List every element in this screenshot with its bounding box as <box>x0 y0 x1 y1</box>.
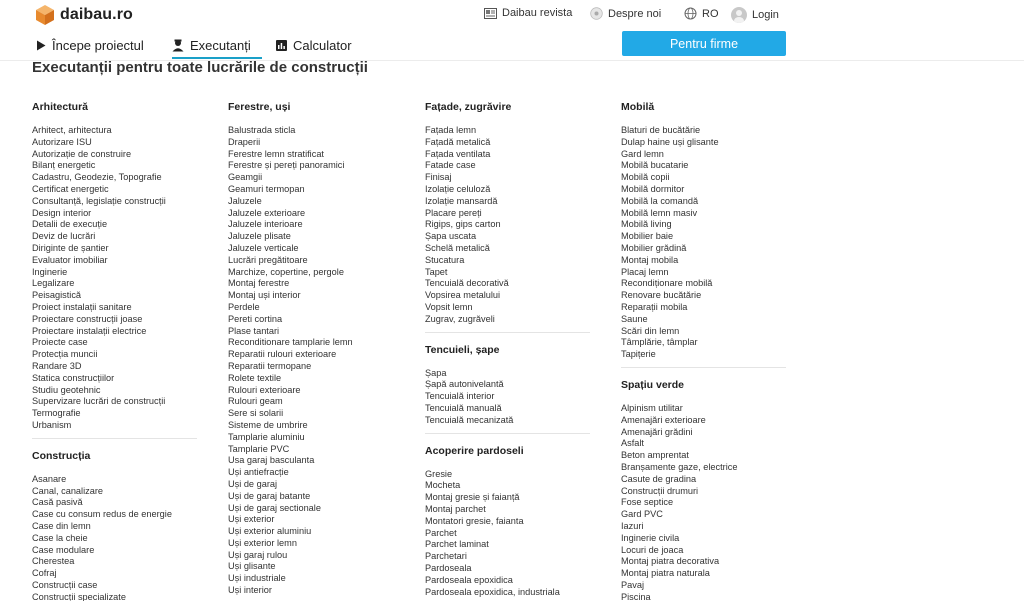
category-link[interactable]: Scări din lemn <box>621 325 680 336</box>
category-link[interactable]: Vopsirea metalului <box>425 290 501 301</box>
play-icon <box>36 40 46 51</box>
login-link[interactable] <box>731 7 779 23</box>
category-link[interactable]: Construcții case <box>32 579 98 590</box>
category-link[interactable]: Proiect instalații sanitare <box>32 301 132 312</box>
logo[interactable] <box>34 4 133 26</box>
category-link[interactable]: Construcții drumuri <box>621 485 699 496</box>
category-link-list <box>32 474 197 601</box>
magazine-icon <box>484 8 497 19</box>
category-link[interactable]: Parchetari <box>425 551 467 562</box>
category-link[interactable]: Șapa <box>425 367 447 378</box>
category-link[interactable]: Uși glisante <box>228 561 276 572</box>
category-link[interactable]: Montaj ferestre <box>228 278 290 289</box>
language-label: RO <box>702 7 719 20</box>
category-link[interactable]: Piscina <box>621 591 651 601</box>
category-link[interactable]: Șapă autonivelantă <box>425 379 504 390</box>
category-link[interactable]: Termografie <box>32 408 81 419</box>
category-link[interactable]: Evaluator imobiliar <box>32 254 108 265</box>
category-link[interactable]: Studiu geotehnic <box>32 384 101 395</box>
category-link[interactable]: Izolație celuloză <box>425 183 491 194</box>
category-link[interactable]: Statica construcțiilor <box>32 372 115 383</box>
nav-despre-label: Despre noi <box>608 7 662 20</box>
category-link[interactable]: Locuri de joaca <box>621 544 684 555</box>
category-link[interactable]: Case modulare <box>32 544 95 555</box>
category-group <box>621 378 786 601</box>
category-link[interactable]: Uși de garaj sectionale <box>228 502 321 513</box>
category-divider <box>425 433 590 434</box>
category-column <box>228 100 393 601</box>
category-link[interactable]: Certificat energetic <box>32 183 109 194</box>
category-title: Arhitectură <box>32 101 89 113</box>
category-group <box>32 100 197 439</box>
category-link[interactable]: Proiectare instalații electrice <box>32 325 147 336</box>
category-link[interactable]: Arhitect, arhitectura <box>32 125 112 135</box>
category-title: Construcția <box>32 449 91 462</box>
category-link[interactable]: Mobilă copii <box>621 172 670 183</box>
avatar-icon <box>731 7 747 23</box>
category-link[interactable]: Case din lemn <box>32 520 91 531</box>
tab-executanti[interactable] <box>172 38 251 53</box>
category-group <box>425 343 590 434</box>
category-link[interactable]: Marchize, copertine, pergole <box>228 266 344 277</box>
category-title: Mobilă <box>621 101 655 113</box>
category-link[interactable]: Reparatii termopane <box>228 360 312 371</box>
category-link[interactable]: Mobilă lemn masiv <box>621 207 698 218</box>
category-link[interactable]: Deviz de lucrări <box>32 231 96 242</box>
category-link[interactable]: Schelă metalică <box>425 242 490 253</box>
category-link[interactable]: Mobilă la comandă <box>621 195 699 206</box>
category-link[interactable]: Pereti cortina <box>228 313 283 324</box>
category-link[interactable]: Autorizație de construire <box>32 148 132 159</box>
tab-calculator[interactable] <box>276 38 352 53</box>
category-title: Ferestre, uși <box>228 101 291 113</box>
category-link[interactable]: Fațada ventilata <box>425 148 491 159</box>
category-link[interactable]: Montaj piatra decorativa <box>621 556 720 567</box>
category-group <box>228 100 393 597</box>
category-link[interactable]: Jaluzele <box>228 195 262 206</box>
category-title: Tencuieli, șape <box>425 343 500 356</box>
category-link[interactable]: Uși interior <box>228 585 272 596</box>
category-link[interactable]: Cherestea <box>32 556 75 567</box>
category-link[interactable]: Tencuială interior <box>425 391 495 402</box>
tab-label: Executanți <box>190 38 251 53</box>
category-group <box>425 444 590 599</box>
category-link[interactable]: Ferestre și pereți panoramici <box>228 160 345 171</box>
category-link[interactable]: Mobilă bucatarie <box>621 160 689 171</box>
category-link-list <box>228 125 393 597</box>
category-link[interactable]: Case la cheie <box>32 532 88 543</box>
logo-text: daibau.ro <box>60 6 133 23</box>
category-link[interactable]: Mobilă living <box>621 219 672 230</box>
category-link[interactable]: Montaj gresie și faianță <box>425 492 520 503</box>
category-link-list <box>621 403 786 601</box>
category-link[interactable]: Izolație mansardă <box>425 195 498 206</box>
category-link[interactable]: Vopsit lemn <box>425 301 473 312</box>
category-link[interactable]: Fatade case <box>425 160 476 171</box>
category-link[interactable]: Uși de garaj batante <box>228 490 311 501</box>
category-link[interactable]: Case cu consum redus de energie <box>32 509 172 520</box>
category-link[interactable]: Proiectare construcții joase <box>32 313 143 324</box>
category-link[interactable]: Beton amprentat <box>621 450 689 461</box>
category-link[interactable]: Peisagistică <box>32 290 82 301</box>
category-link[interactable]: Consultanță, legislație construcții <box>32 195 166 206</box>
category-link[interactable]: Inginerie <box>32 266 68 277</box>
category-link[interactable]: Gard lemn <box>621 148 664 159</box>
category-link[interactable]: Recondiționare mobilă <box>621 278 713 289</box>
category-link[interactable]: Uși antiefracție <box>228 467 289 478</box>
logo-cube-icon <box>34 4 56 26</box>
category-link[interactable]: Pardoseala epoxidica, industriala <box>425 586 560 597</box>
category-link[interactable]: Detalii de execuție <box>32 219 108 230</box>
category-link[interactable]: Canal, canalizare <box>32 485 103 496</box>
language-selector[interactable] <box>684 7 719 20</box>
category-link[interactable]: Pardoseala <box>425 562 472 573</box>
category-link[interactable]: Randare 3D <box>32 360 82 371</box>
category-divider <box>32 438 197 439</box>
category-link[interactable]: Balustrada sticla <box>228 125 296 135</box>
category-title: Acoperire pardoseli <box>425 444 524 457</box>
category-link[interactable]: Usa garaj basculanta <box>228 455 315 466</box>
category-link[interactable]: Branșamente gaze, electrice <box>621 461 738 472</box>
category-link[interactable]: Zugrav, zugrăveli <box>425 313 495 324</box>
category-link[interactable]: Alpinism utilitar <box>621 402 683 413</box>
category-column <box>32 100 197 601</box>
category-link[interactable]: Montatori gresie, faianta <box>425 515 524 526</box>
category-title: Spațiu verde <box>621 378 685 391</box>
category-link[interactable]: Cofraj <box>32 568 57 579</box>
category-link[interactable]: Finisaj <box>425 172 452 183</box>
category-link[interactable]: Amenajări grădini <box>621 426 693 437</box>
category-link[interactable]: Tapet <box>425 266 448 277</box>
category-link[interactable]: Cadastru, Geodezie, Topografie <box>32 172 162 183</box>
category-link[interactable]: Dulap haine uși glisante <box>621 136 719 147</box>
category-link[interactable]: Tapițerie <box>621 349 656 360</box>
category-link[interactable]: Montaj uși interior <box>228 290 301 301</box>
category-link[interactable]: Rolete textile <box>228 372 282 383</box>
category-link[interactable]: Jaluzele plisate <box>228 231 291 242</box>
category-link[interactable]: Rigips, gips carton <box>425 219 501 230</box>
category-link[interactable]: Protecția muncii <box>32 349 98 360</box>
category-link[interactable]: Uși exterior lemn <box>228 537 297 548</box>
page-title: Executanții pentru toate lucrările de construcții <box>32 59 368 76</box>
category-link[interactable]: Tencuială mecanizată <box>425 414 514 425</box>
category-link[interactable]: Casă pasivă <box>32 497 83 508</box>
category-link[interactable]: Bilanț energetic <box>32 160 96 171</box>
category-link[interactable]: Reconditionare tamplarie lemn <box>228 337 353 348</box>
category-link[interactable]: Uși industriale <box>228 573 286 584</box>
main-tabs <box>0 33 1024 61</box>
category-link[interactable]: Stucatura <box>425 254 465 265</box>
category-divider <box>621 367 786 368</box>
category-link[interactable]: Tâmplărie, tâmplar <box>621 337 698 348</box>
category-link[interactable]: Montaj parchet <box>425 503 486 514</box>
category-link[interactable]: Asanare <box>32 473 67 484</box>
category-divider <box>425 332 590 333</box>
nav-despre-link[interactable] <box>590 7 661 20</box>
category-link[interactable]: Jaluzele exterioare <box>228 207 306 218</box>
category-link[interactable]: Geamuri termopan <box>228 183 305 194</box>
category-group <box>32 449 197 601</box>
category-link[interactable]: Blaturi de bucătărie <box>621 125 701 135</box>
category-link[interactable]: Design interior <box>32 207 92 218</box>
category-link[interactable]: Inginerie civila <box>621 532 680 543</box>
category-link-list <box>425 125 590 326</box>
category-link[interactable]: Asfalt <box>621 438 644 449</box>
category-link[interactable]: Fose septice <box>621 497 674 508</box>
category-link[interactable]: Mobilier baie <box>621 231 674 242</box>
category-link[interactable]: Gresie <box>425 468 453 479</box>
category-link[interactable]: Autorizare ISU <box>32 136 92 147</box>
category-link[interactable]: Renovare bucătărie <box>621 290 702 301</box>
category-link[interactable]: Reparatii rulouri exterioare <box>228 349 337 360</box>
category-link[interactable]: Lucrări pregătitoare <box>228 254 308 265</box>
category-link[interactable]: Pavaj <box>621 579 644 590</box>
category-link[interactable]: Supervizare lucrări de construcții <box>32 396 166 407</box>
category-link[interactable]: Tamplarie aluminiu <box>228 431 305 442</box>
category-link[interactable]: Pardoseala epoxidica <box>425 574 513 585</box>
category-link[interactable]: Uși exterior <box>228 514 275 525</box>
category-link[interactable]: Sisteme de umbrire <box>228 419 308 430</box>
category-link[interactable]: Tencuială decorativă <box>425 278 509 289</box>
info-flower-icon <box>590 7 603 20</box>
category-link[interactable]: Uși garaj rulou <box>228 549 288 560</box>
category-link[interactable]: Jaluzele verticale <box>228 242 299 253</box>
nav-revista-label: Daibau revista <box>502 7 573 19</box>
category-link-list <box>425 469 590 599</box>
category-link[interactable]: Proiecte case <box>32 337 88 348</box>
category-column <box>621 100 786 601</box>
category-link[interactable]: Jaluzele interioare <box>228 219 303 230</box>
category-link[interactable]: Draperii <box>228 136 261 147</box>
category-group <box>425 100 590 333</box>
category-link[interactable]: Casute de gradina <box>621 473 697 484</box>
category-link[interactable]: Sere si solarii <box>228 408 284 419</box>
category-link[interactable]: Ferestre lemn stratificat <box>228 148 324 159</box>
category-link[interactable]: Amenajări exterioare <box>621 414 706 425</box>
category-link[interactable]: Legalizare <box>32 278 75 289</box>
category-link[interactable]: Mocheta <box>425 480 461 491</box>
category-link[interactable]: Montaj mobila <box>621 254 679 265</box>
tab-label: Calculator <box>293 38 352 53</box>
top-bar <box>0 0 1024 30</box>
category-link[interactable]: Geamgii <box>228 172 263 183</box>
category-link[interactable]: Montaj piatra naturala <box>621 568 710 579</box>
category-link[interactable]: Fațadă metalică <box>425 136 491 147</box>
category-link[interactable]: Diriginte de șantier <box>32 242 109 253</box>
login-label: Login <box>752 9 779 21</box>
category-link[interactable]: Mobilier grădină <box>621 242 687 253</box>
calculator-icon <box>276 40 287 51</box>
category-link-list <box>32 125 197 432</box>
category-link[interactable]: Fațada lemn <box>425 125 477 135</box>
category-link[interactable]: Parchet laminat <box>425 539 489 550</box>
category-title: Fațade, zugrăvire <box>425 101 512 113</box>
category-group <box>621 100 786 368</box>
category-column <box>425 100 590 601</box>
category-link[interactable]: Rulouri geam <box>228 396 283 407</box>
tab-incepe-proiectul[interactable] <box>36 38 144 53</box>
pentru-firme-button[interactable]: Pentru firme <box>622 31 786 56</box>
category-link[interactable]: Uși exterior aluminiu <box>228 526 312 537</box>
category-link[interactable]: Tamplarie PVC <box>228 443 290 454</box>
nav-revista-link[interactable] <box>484 7 572 19</box>
category-link[interactable]: Placaj lemn <box>621 266 669 277</box>
category-link[interactable]: Gard PVC <box>621 509 663 520</box>
category-link[interactable]: Urbanism <box>32 419 72 430</box>
category-link[interactable]: Iazuri <box>621 520 644 531</box>
category-link[interactable]: Uși de garaj <box>228 478 278 489</box>
tab-label: Începe proiectul <box>52 38 144 53</box>
category-link[interactable]: Perdele <box>228 301 260 312</box>
category-link[interactable]: Plase tantari <box>228 325 280 336</box>
category-link[interactable]: Construcții specializate <box>32 591 126 601</box>
category-link[interactable]: Reparații mobila <box>621 301 688 312</box>
worker-icon <box>172 39 184 52</box>
category-link-list <box>621 125 786 361</box>
category-link[interactable]: Parchet <box>425 527 457 538</box>
category-link[interactable]: Șapa uscata <box>425 231 477 242</box>
category-link-list <box>425 368 590 427</box>
category-link[interactable]: Rulouri exterioare <box>228 384 301 395</box>
category-link[interactable]: Placare pereți <box>425 207 482 218</box>
category-link[interactable]: Mobilă dormitor <box>621 183 685 194</box>
globe-icon <box>684 7 697 20</box>
category-link[interactable]: Saune <box>621 313 648 324</box>
category-link[interactable]: Tencuială manuală <box>425 402 502 413</box>
